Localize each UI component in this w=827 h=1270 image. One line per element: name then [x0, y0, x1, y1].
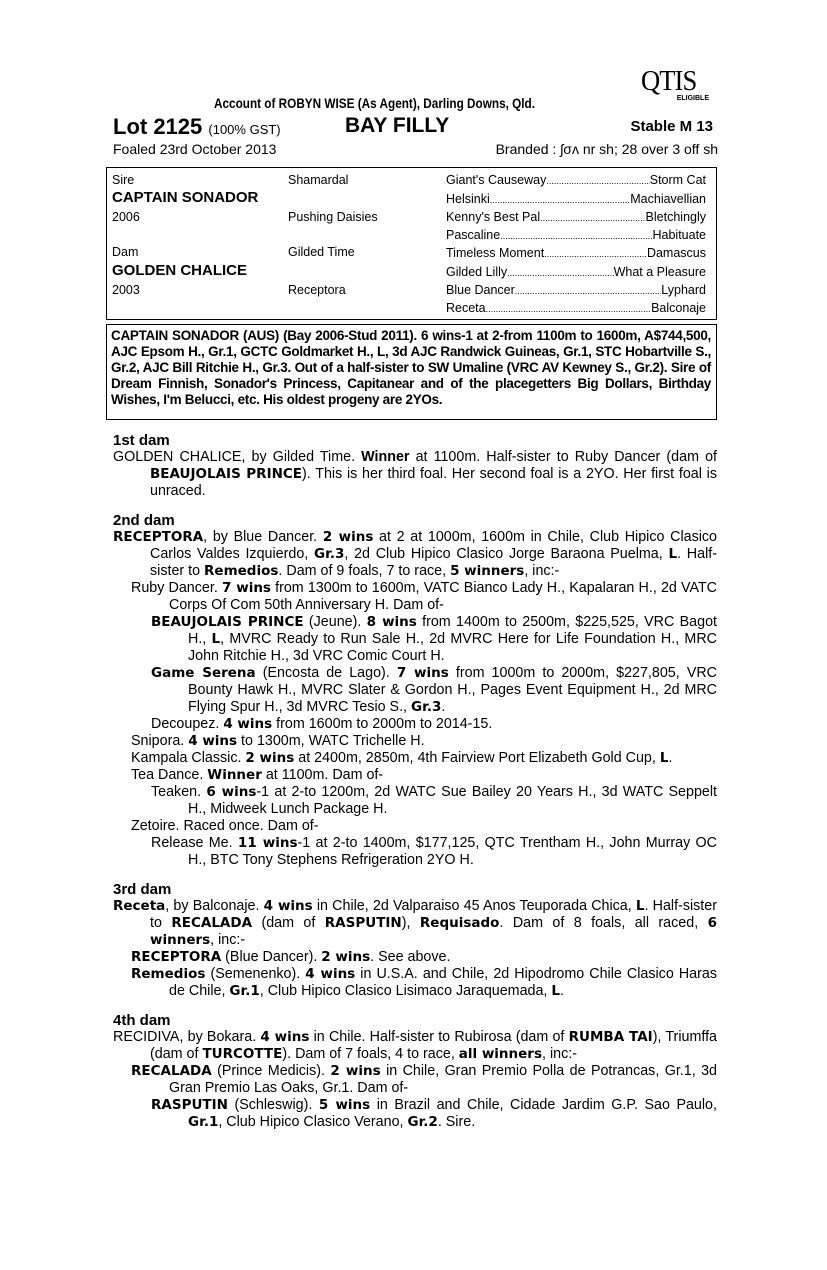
- second-dam-entry: RECEPTORA, by Blue Dancer. 2 wins at 2 at 1000m, 1600m in Chile, Club Hipico Clasico Carlos Valdes Izquierdo, Gr.3, 2d Club Hipico Clasico Jorge Baraona Puelma, L. Half-sister to Remedios. Dam of 9 foals, 7 to race, 5 winners, inc:-: [113, 529, 717, 579]
- grandsire-maternal: Gilded Time: [288, 245, 355, 259]
- ancestor-row: Timeless Moment ..... Damascus: [446, 246, 706, 260]
- sire-summary-box: [106, 324, 717, 420]
- ancestor-row: Receta ..... Balconaje: [446, 301, 706, 315]
- lot-number: [113, 114, 281, 140]
- progeny-entry: Zetoire. Raced once. Dam of-: [131, 818, 319, 834]
- section-heading: 3rd dam: [113, 881, 172, 898]
- fourth-dam-entry: RECIDIVA, by Bokara. 4 wins in Chile. Half-sister to Rubirosa (dam of RUMBA TAI), Triumffa (dam of TURCOTTE). Dam of 7 foals, 4 to race, all winners, inc:-: [113, 1029, 717, 1062]
- gst-note: (100% GST): [208, 122, 281, 137]
- dam-label: Dam: [112, 245, 139, 259]
- progeny-entry: RASPUTIN (Schleswig). 5 wins in Brazil and Chile, Cidade Jardim G.P. Sao Paulo, Gr.1, Club Hipico Clasico Verano, Gr.2. Sire.: [151, 1097, 717, 1130]
- progeny-entry: Game Serena (Encosta de Lago). 7 wins from 1000m to 2000m, $227,805, VRC Bounty Hawk H., MVRC Slater & Gordon H., Pages Event Equipment H., 2d MRC Flying Spur H., 3d MVRC Tesio S., Gr.3.: [151, 665, 718, 715]
- progeny-entry: RECEPTORA (Blue Dancer). 2 wins. See above.: [131, 949, 451, 965]
- progeny-entry: Kampala Classic. 2 wins at 2400m, 2850m, 4th Fairview Port Elizabeth Gold Cup, L.: [131, 750, 673, 766]
- ancestor-row: Blue Dancer ..... Lyphard: [446, 283, 706, 297]
- section-heading: 4th dam: [113, 1012, 171, 1029]
- sire-summary-text: CAPTAIN SONADOR (AUS) (Bay 2006-Stud 2011). 6 wins-1 at 2-from 1100m to 1600m, A$744,500, AJC Epsom H., Gr.1, GCTC Goldmarket H., L, 3d AJC Randwick Guineas, Gr.1, STC Hobartville S., Gr.2, AJC Bill Ritchie H., Gr.3. Out of a half-sister to SW Umaline (VRC AV Kewney S., Gr.2). Sire of Dream Finnish, Sonador's Princess, Capitanear and of the placegetters Big Dollars, Birthday Wishes, I'm Belucci, etc. His oldest progeny are 2YOs.: [111, 328, 711, 407]
- foaled-date: Foaled 23rd October 2013: [113, 141, 277, 157]
- ancestor-row: Pascaline ..... Habituate: [446, 228, 706, 242]
- dam-name: GOLDEN CHALICE: [112, 262, 247, 279]
- qtis-logo: [641, 68, 713, 106]
- pedigree-table: [106, 167, 717, 320]
- ancestor-row: Gilded Lilly ..... What a Pleasure: [446, 265, 706, 279]
- lot-header: [113, 114, 713, 138]
- progeny-entry: Release Me. 11 wins-1 at 2-to 1400m, $177,125, QTC Trentham H., John Murray OC H., BTC Tony Stephens Refrigeration 2YO H.: [151, 835, 717, 868]
- progeny-entry: RECALADA (Prince Medicis). 2 wins in Chile, Gran Premio Polla de Potrancas, Gr.1, 3d Gran Premio Las Oaks, Gr.1. Dam of-: [131, 1063, 717, 1096]
- progeny-entry: Teaken. 6 wins-1 at 2-to 1200m, 2d WATC Sue Bailey 20 Years H., 3d WATC Seppelt H., Midweek Lunch Package H.: [151, 784, 718, 817]
- section-heading: 1st dam: [113, 432, 170, 449]
- qtis-logo-text: QTIS: [641, 66, 697, 97]
- ancestor-row: Giant's Causeway ..... Storm Cat: [446, 173, 706, 187]
- sire-label: Sire: [112, 173, 135, 187]
- progeny-entry: Ruby Dancer. 7 wins from 1300m to 1600m, VATC Bianco Lady H., Kapalaran H., 2d VATC Corps Of Com 50th Anniversary H. Dam of-: [131, 580, 718, 613]
- sire-name: CAPTAIN SONADOR: [112, 189, 259, 206]
- sire-year: 2006: [112, 210, 140, 224]
- ancestor-row: Helsinki ..... Machiavellian: [446, 192, 706, 206]
- section-heading: 2nd dam: [113, 512, 175, 529]
- progeny-entry: Decoupez. 4 wins from 1600m to 2000m to 2014-15.: [151, 716, 493, 732]
- dam-line: [113, 430, 717, 1131]
- brand-info: Branded : ʃσʌ nr sh; 28 over 3 off sh: [495, 141, 718, 157]
- progeny-entry: Remedios (Semenenko). 4 wins in U.S.A. and Chile, 2d Hipodromo Chile Clasico Haras de Chile, Gr.1, Club Hipico Clasico Lisimaco Jaraquemada, L.: [131, 966, 717, 999]
- progeny-entry: Tea Dance. Winner at 1100m. Dam of-: [131, 767, 384, 783]
- first-dam-entry: GOLDEN CHALICE, by Gilded Time. Winner at 1100m. Half-sister to Ruby Dancer (dam of BEAUJOLAIS PRINCE). This is her third foal. Her second foal is a 2YO. Her first foal is unraced.: [113, 449, 717, 499]
- dam-year: 2003: [112, 283, 140, 297]
- progeny-entry: Snipora. 4 wins to 1300m, WATC Trichelle H.: [131, 733, 425, 749]
- stable-number: Stable M 13: [630, 118, 713, 135]
- third-dam-entry: Receta, by Balconaje. 4 wins in Chile, 2d Valparaiso 45 Anos Teuporada Chica, L. Half-sister to RECALADA (dam of RASPUTIN), Requisado. Dam of 8 foals, all raced, 6 winners, inc:-: [113, 898, 717, 948]
- ancestor-row: Kenny's Best Pal ..... Bletchingly: [446, 210, 706, 224]
- lot-label: Lot 2125: [113, 114, 203, 139]
- granddam-maternal: Receptora: [288, 283, 346, 297]
- progeny-entry: BEAUJOLAIS PRINCE (Jeune). 8 wins from 1400m to 2500m, $225,525, VRC Bagot H., L, MVRC Ready to Run Sale H., 2d MVRC Here for Life Foundation H., MRC John Ritchie H., 3d VRC Comic Court H.: [151, 614, 717, 664]
- granddam-paternal: Pushing Daisies: [288, 210, 378, 224]
- horse-description: BAY FILLY: [345, 114, 450, 137]
- qtis-eligible-label: ELIGIBLE: [676, 95, 709, 102]
- grandsire-paternal: Shamardal: [288, 173, 349, 187]
- vendor-account: Account of ROBYN WISE (As Agent), Darling Downs, Qld.: [214, 95, 536, 111]
